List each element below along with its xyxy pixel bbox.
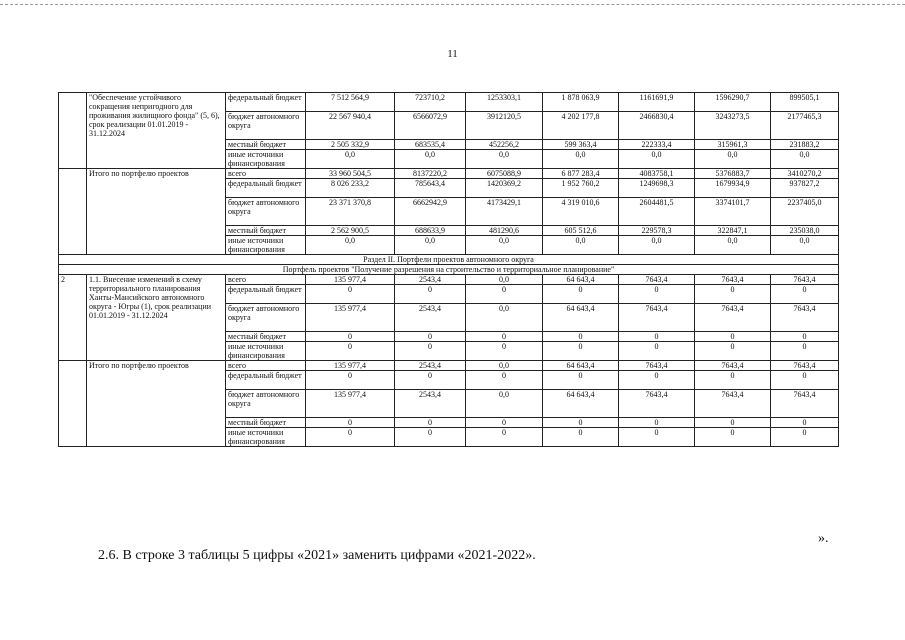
value-cell: 33 960 504,5 xyxy=(306,169,395,179)
funding-source: бюджет автономного округа xyxy=(226,112,306,140)
table-row xyxy=(59,169,839,179)
value-cell: 899505,1 xyxy=(771,93,839,112)
funding-source: иные источники финансирования xyxy=(226,342,306,361)
section-title: Раздел II. Портфели проектов автономного округа xyxy=(59,255,839,265)
amendment-text: 2.6. В строке 3 таблицы 5 цифры «2021» заменить цифрами «2021-2022». xyxy=(98,548,536,563)
value-cell: 0 xyxy=(771,428,839,447)
value-cell: 0 xyxy=(619,332,695,342)
value-cell: 6662942,9 xyxy=(395,198,466,226)
project-description: "Обеспечение устойчивого сокращения непригодного для проживания жилищного фонда" (5, 6), срок реализации 01.01.2019 - 31.12.2024 xyxy=(87,93,226,169)
value-cell: 4 319 010,6 xyxy=(543,198,619,226)
value-cell: 0 xyxy=(543,371,619,390)
value-cell: 0,0 xyxy=(695,236,771,255)
value-cell: 7643,4 xyxy=(771,361,839,371)
value-cell: 1249698,3 xyxy=(619,179,695,198)
funding-source: бюджет автономного округа xyxy=(226,304,306,332)
funding-source: федеральный бюджет xyxy=(226,285,306,304)
value-cell: 0 xyxy=(771,285,839,304)
value-cell: 0,0 xyxy=(543,150,619,169)
value-cell: 3410270,2 xyxy=(771,169,839,179)
value-cell: 1679934,9 xyxy=(695,179,771,198)
value-cell: 605 512,6 xyxy=(543,226,619,236)
value-cell: 222333,4 xyxy=(619,140,695,150)
value-cell: 0 xyxy=(466,371,543,390)
value-cell: 135 977,4 xyxy=(306,275,395,285)
project-description: 1.1. Внесение изменений в схему территориального планирования Ханты-Мансийского автономного округа - Югры (1), срок реализации 01.01.2019 - 31.12.2024 xyxy=(87,275,226,361)
value-cell: 0,0 xyxy=(543,236,619,255)
value-cell: 0 xyxy=(395,285,466,304)
value-cell: 0 xyxy=(466,418,543,428)
value-cell: 0 xyxy=(619,371,695,390)
value-cell: 0 xyxy=(306,418,395,428)
value-cell: 0,0 xyxy=(695,150,771,169)
value-cell: 7643,4 xyxy=(695,361,771,371)
value-cell: 0 xyxy=(466,428,543,447)
funding-source: местный бюджет xyxy=(226,418,306,428)
value-cell: 2543,4 xyxy=(395,390,466,418)
value-cell: 22 567 940,4 xyxy=(306,112,395,140)
funding-source: бюджет автономного округа xyxy=(226,390,306,418)
value-cell: 0,0 xyxy=(466,236,543,255)
value-cell: 0 xyxy=(466,332,543,342)
value-cell: 0 xyxy=(543,332,619,342)
value-cell: 0 xyxy=(695,285,771,304)
value-cell: 7643,4 xyxy=(695,304,771,332)
value-cell: 3912120,5 xyxy=(466,112,543,140)
value-cell: 0 xyxy=(695,342,771,361)
value-cell: 0,0 xyxy=(771,236,839,255)
value-cell: 785643,4 xyxy=(395,179,466,198)
value-cell: 1253303,1 xyxy=(466,93,543,112)
value-cell: 0 xyxy=(543,342,619,361)
funding-source: иные источники финансирования xyxy=(226,150,306,169)
row-number-cell xyxy=(59,361,87,447)
table-row xyxy=(59,93,839,112)
value-cell: 2237405,0 xyxy=(771,198,839,226)
funding-source: местный бюджет xyxy=(226,140,306,150)
value-cell: 0 xyxy=(619,342,695,361)
value-cell: 3243273,5 xyxy=(695,112,771,140)
value-cell: 4173429,1 xyxy=(466,198,543,226)
value-cell: 8137220,2 xyxy=(395,169,466,179)
value-cell: 0 xyxy=(395,428,466,447)
value-cell: 0,0 xyxy=(395,150,466,169)
value-cell: 0 xyxy=(619,418,695,428)
value-cell: 0,0 xyxy=(466,361,543,371)
value-cell: 0 xyxy=(695,332,771,342)
value-cell: 2466830,4 xyxy=(619,112,695,140)
value-cell: 0 xyxy=(466,285,543,304)
value-cell: 7643,4 xyxy=(695,275,771,285)
value-cell: 4083758,1 xyxy=(619,169,695,179)
row-number-cell xyxy=(59,169,87,255)
budget-table xyxy=(58,92,839,447)
value-cell: 135 977,4 xyxy=(306,390,395,418)
value-cell: 0,0 xyxy=(466,304,543,332)
page-number: 11 xyxy=(447,48,458,60)
table-row xyxy=(59,361,839,371)
value-cell: 7643,4 xyxy=(771,275,839,285)
portfolio-total-label: Итого по портфелю проектов xyxy=(87,169,226,255)
value-cell: 8 026 233,2 xyxy=(306,179,395,198)
value-cell: 452256,2 xyxy=(466,140,543,150)
value-cell: 7643,4 xyxy=(619,275,695,285)
funding-source: иные источники финансирования xyxy=(226,428,306,447)
value-cell: 0 xyxy=(771,371,839,390)
value-cell: 1420369,2 xyxy=(466,179,543,198)
value-cell: 2543,4 xyxy=(395,304,466,332)
value-cell: 23 371 370,8 xyxy=(306,198,395,226)
value-cell: 0,0 xyxy=(619,150,695,169)
value-cell: 135 977,4 xyxy=(306,361,395,371)
value-cell: 688633,9 xyxy=(395,226,466,236)
value-cell: 64 643,4 xyxy=(543,275,619,285)
funding-source: всего xyxy=(226,275,306,285)
value-cell: 0,0 xyxy=(466,390,543,418)
value-cell: 322847,1 xyxy=(695,226,771,236)
section-row xyxy=(59,255,839,265)
value-cell: 0 xyxy=(543,418,619,428)
value-cell: 0,0 xyxy=(619,236,695,255)
funding-source: федеральный бюджет xyxy=(226,179,306,198)
value-cell: 1 952 760,2 xyxy=(543,179,619,198)
value-cell: 0 xyxy=(395,418,466,428)
value-cell: 0 xyxy=(395,342,466,361)
value-cell: 7643,4 xyxy=(619,304,695,332)
budget-table-container xyxy=(58,92,838,447)
funding-source: иные источники финансирования xyxy=(226,236,306,255)
value-cell: 0,0 xyxy=(771,150,839,169)
value-cell: 0 xyxy=(306,371,395,390)
value-cell: 229578,3 xyxy=(619,226,695,236)
value-cell: 315961,3 xyxy=(695,140,771,150)
value-cell: 0,0 xyxy=(466,275,543,285)
value-cell: 2543,4 xyxy=(395,361,466,371)
value-cell: 2543,4 xyxy=(395,275,466,285)
value-cell: 231883,2 xyxy=(771,140,839,150)
value-cell: 135 977,4 xyxy=(306,304,395,332)
value-cell: 937827,2 xyxy=(771,179,839,198)
funding-source: всего xyxy=(226,361,306,371)
funding-source: федеральный бюджет xyxy=(226,93,306,112)
value-cell: 6566072,9 xyxy=(395,112,466,140)
value-cell: 0,0 xyxy=(395,236,466,255)
portfolio-total-label: Итого по портфелю проектов xyxy=(87,361,226,447)
portfolio-row xyxy=(59,265,839,275)
value-cell: 64 643,4 xyxy=(543,390,619,418)
value-cell: 0 xyxy=(619,428,695,447)
value-cell: 0 xyxy=(306,285,395,304)
table-row xyxy=(59,275,839,285)
value-cell: 0,0 xyxy=(466,150,543,169)
value-cell: 481290,6 xyxy=(466,226,543,236)
value-cell: 7643,4 xyxy=(619,390,695,418)
funding-source: местный бюджет xyxy=(226,332,306,342)
value-cell: 0 xyxy=(771,418,839,428)
value-cell: 0 xyxy=(395,371,466,390)
value-cell: 0 xyxy=(543,285,619,304)
value-cell: 4 202 177,8 xyxy=(543,112,619,140)
value-cell: 2604481,5 xyxy=(619,198,695,226)
value-cell: 3374101,7 xyxy=(695,198,771,226)
value-cell: 723710,2 xyxy=(395,93,466,112)
value-cell: 0 xyxy=(395,332,466,342)
row-number-cell xyxy=(59,93,87,169)
value-cell: 7643,4 xyxy=(771,390,839,418)
value-cell: 235038,0 xyxy=(771,226,839,236)
value-cell: 7643,4 xyxy=(695,390,771,418)
value-cell: 6075088,9 xyxy=(466,169,543,179)
value-cell: 0 xyxy=(695,418,771,428)
value-cell: 0 xyxy=(466,342,543,361)
value-cell: 0 xyxy=(771,342,839,361)
value-cell: 64 643,4 xyxy=(543,304,619,332)
value-cell: 683535,4 xyxy=(395,140,466,150)
value-cell: 0,0 xyxy=(306,236,395,255)
value-cell: 1596290,7 xyxy=(695,93,771,112)
value-cell: 1161691,9 xyxy=(619,93,695,112)
portfolio-title: Портфель проектов "Получение разрешения на строительство и территориальное планирование" xyxy=(59,265,839,275)
value-cell: 599 363,4 xyxy=(543,140,619,150)
value-cell: 0,0 xyxy=(306,150,395,169)
value-cell: 1 878 063,9 xyxy=(543,93,619,112)
value-cell: 0 xyxy=(695,371,771,390)
value-cell: 2177465,3 xyxy=(771,112,839,140)
scan-border-line xyxy=(0,4,905,5)
value-cell: 7 512 564,9 xyxy=(306,93,395,112)
value-cell: 2 505 332,9 xyxy=(306,140,395,150)
funding-source: бюджет автономного округа xyxy=(226,198,306,226)
value-cell: 6 877 283,4 xyxy=(543,169,619,179)
value-cell: 64 643,4 xyxy=(543,361,619,371)
value-cell: 7643,4 xyxy=(619,361,695,371)
value-cell: 0 xyxy=(695,428,771,447)
value-cell: 0 xyxy=(771,332,839,342)
closing-quote: ». xyxy=(818,531,829,546)
value-cell: 0 xyxy=(619,285,695,304)
row-number-cell: 2 xyxy=(59,275,87,361)
value-cell: 0 xyxy=(543,428,619,447)
value-cell: 0 xyxy=(306,428,395,447)
value-cell: 0 xyxy=(306,332,395,342)
value-cell: 5376883,7 xyxy=(695,169,771,179)
value-cell: 0 xyxy=(306,342,395,361)
funding-source: местный бюджет xyxy=(226,226,306,236)
value-cell: 2 562 900,5 xyxy=(306,226,395,236)
funding-source: всего xyxy=(226,169,306,179)
funding-source: федеральный бюджет xyxy=(226,371,306,390)
value-cell: 7643,4 xyxy=(771,304,839,332)
